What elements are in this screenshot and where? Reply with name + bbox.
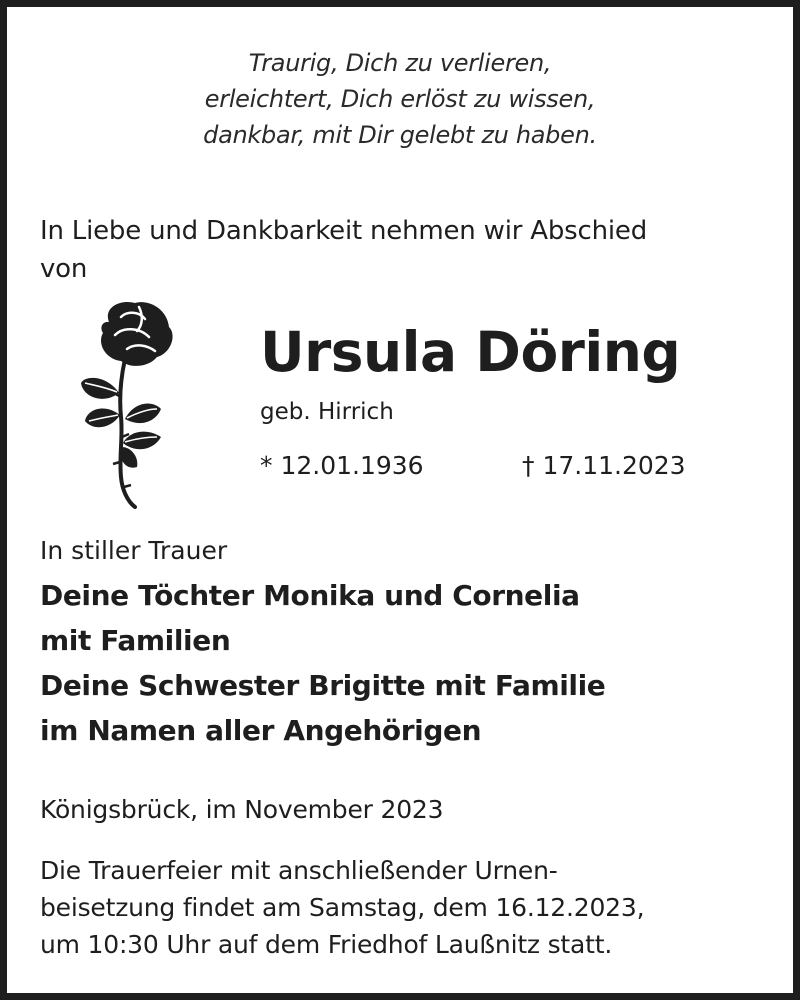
death-date: † 17.11.2023 — [522, 451, 686, 480]
mourner-line: Deine Töchter Monika und Cornelia — [40, 579, 580, 612]
motto-line: dankbar, mit Dir gelebt zu haben. — [203, 121, 597, 149]
deceased-name: Ursula Döring — [260, 320, 681, 384]
rose-icon — [69, 297, 184, 509]
place-and-date: Königsbrück, im November 2023 — [40, 795, 444, 824]
notice-line: um 10:30 Uhr auf dem Friedhof Laußnitz statt. — [40, 930, 613, 959]
mourners-list — [40, 573, 605, 753]
mourner-line: Deine Schwester Brigitte mit Familie — [40, 669, 606, 702]
intro-line: In Liebe und Dankbarkeit nehmen wir Abschied — [40, 216, 648, 246]
motto-verse — [7, 45, 793, 153]
notice-line: Die Trauerfeier mit anschließender Urnen- — [40, 856, 558, 885]
mourner-line: mit Familien — [40, 624, 231, 657]
mourning-label: In stiller Trauer — [40, 536, 228, 565]
mourner-line: im Namen aller Angehörigen — [40, 714, 482, 747]
notice-line: beisetzung findet am Samstag, dem 16.12.2023, — [40, 893, 645, 922]
maiden-name: geb. Hirrich — [260, 399, 394, 425]
motto-line: Traurig, Dich zu verlieren, — [248, 49, 552, 77]
intro-line: von — [40, 254, 88, 284]
funeral-notice — [40, 852, 644, 963]
motto-line: erleichtert, Dich erlöst zu wissen, — [204, 85, 596, 113]
birth-date: * 12.01.1936 — [260, 451, 424, 480]
farewell-intro — [40, 212, 647, 288]
